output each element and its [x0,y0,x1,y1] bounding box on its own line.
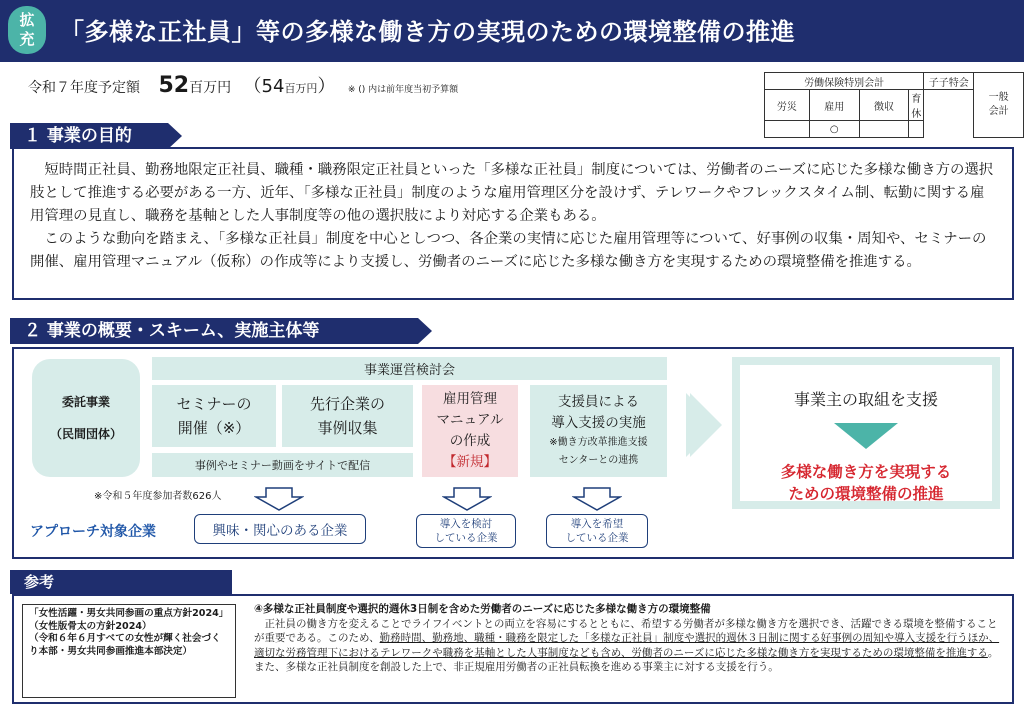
considering-line-1: 導入を検討 [439,518,493,530]
seminar-line-2: 開催（※） [177,419,251,437]
arrow-down-icon [254,487,304,511]
purpose-paragraph-2: このような動向を踏まえ、「多様な正社員」制度を中心としつつ、各企業の実情に応じた雇用管理等について、好事例の収集・周知や、セミナーの開催、雇用管理マニュアル（仮称）の作成等により支援し、労働者のニーズに応じた多様な働き方を実現するための環境整備を推進する。 [30,231,987,270]
support-line-2: 導入支援の実施 [551,415,646,431]
manual-box [422,385,518,477]
previous-unit: 百万円 [284,82,318,95]
contractor-sublabel: （民間団体） [49,427,122,441]
budget-line [28,72,458,98]
council-box: 事業運営検討会 [152,357,667,380]
case-line-1: 先行企業の [309,395,385,413]
account-table [764,72,1024,138]
reference-body [254,617,1006,675]
contractor-label: 委託事業 [61,395,110,409]
case-line-2: 事例収集 [317,419,378,437]
previous-amount: （54 [243,76,285,97]
section2-box [12,347,1014,559]
seminar-box [152,385,276,447]
reference-body-1: 正社員の働き方を変えることでライフイベントとの両立を容易にするとともに、希望する労働者が多様な働き方を選択でき、活躍できる環境を整備することが重要である。このため、 [254,617,998,644]
account-rousai: 労災 [765,90,810,121]
interested-companies-box: 興味・関心のある企業 [194,514,366,544]
budget-note: ※ () 内は前年度当初予算額 [347,85,459,95]
reference-box [12,594,1014,704]
section1-box [12,147,1014,300]
page-header [0,0,1024,62]
result-goal-line-1: 多様な働き方を実現する [780,463,952,481]
wishing-companies-box [546,514,648,548]
manual-line-1: 雇用管理 [443,391,497,407]
mark-ikukyu [909,121,924,138]
considering-companies-box [416,514,516,548]
account-koyou: 雇用 [809,90,859,121]
participants-note: ※令和５年度参加者数626人 [94,491,222,502]
policy-source-box [22,604,236,698]
seminar-line-1: セミナーの [176,395,252,413]
contractor-box [32,359,140,477]
arrow-down-icon [442,487,492,511]
new-badge: 【新規】 [443,454,497,470]
budget-unit: 百万円 [189,80,232,96]
expansion-tag [8,6,46,54]
manual-line-2: マニュアル [436,412,504,428]
chevron-right-icon [686,393,726,457]
support-line-1: 支援員による [558,394,639,410]
budget-label: 令和７年度予定額 [28,80,140,96]
general-account-header: 一般 会計 [974,73,1024,138]
approach-target-label: アプローチ対象企業 [30,524,156,540]
distribution-box: 事例やセミナー動画をサイトで配信 [152,453,413,477]
mark-rousai [765,121,810,138]
previous-close: ） [317,76,336,97]
purpose-paragraph-1: 短時間正社員、勤務地限定正社員、職種・職務限定正社員といった「多様な正社員」制度については、労働者のニーズに応じた多様な働き方の選択肢として推進する必要がある一方、近年、「多様な正社員」制度のような雇用管理区分を設けず、テレワークやフレックスタイム制、転勤に関する雇用管理の見直し、職務を基軸とした人事制度等の他の選択肢により対応する企業もある。 [30,162,994,224]
case-collection-box [282,385,413,447]
reference-heading: 参考 [10,570,232,594]
support-note-2: センターとの連携 [558,455,639,466]
wishing-line-2: している企業 [565,532,629,544]
section1-heading: １ 事業の目的 [10,123,168,149]
arrow-down-icon [572,487,622,511]
reference-body-underlined: 勤務時間、勤務地、職種・職務を限定した「多様な正社員」制度や選択的週休３日制に関する好事例の周知や導入支援を行うほか、適切な労務管理下におけるテレワークや職務を基軸とした人事制度なども含め、労働者のニーズに応じた多様な働き方を実現するための環境整備を推進する [254,632,1000,659]
expansion-tag-label: 拡充 [19,11,35,48]
child-account-header: 子子特会 [924,73,974,90]
reference-text [254,602,1006,675]
page-title: 「多様な正社員」等の多様な働き方の実現のための環境整備の推進 [60,18,795,46]
labor-insurance-header: 労働保険特別会計 [765,73,924,90]
result-goal-line-2: ための環境整備の推進 [788,485,944,503]
mark-choushu [859,121,909,138]
reference-point-heading: ④多様な正社員制度や選択的週休3日制を含めた労働者のニーズに応じた多様な働き方の環境整備 [254,603,711,615]
wishing-line-1: 導入を希望 [570,518,624,530]
support-box [530,385,667,477]
support-note-1: ※働き方改革推進支援 [549,437,648,448]
account-choushu: 徴収 [859,90,909,121]
result-support-text: 事業主の取組を支援 [793,390,938,409]
budget-amount: 52 [158,73,190,98]
policy-decision: （令和６年６月すべての女性が輝く社会づくり本部・男女共同参画推進本部決定） [29,633,221,657]
mark-koyou: ○ [809,121,859,138]
triangle-down-icon [834,423,898,449]
account-ikukyu: 育休 [909,90,924,121]
reference-body-3: 。また、多様な正社員制度を創設した上で、非正規雇用労働者の正社員転換を進める事業主に対する支援を行う。 [254,646,999,673]
result-goal-text [740,461,992,505]
section2-heading: ２ 事業の概要・スキーム、実施主体等 [10,318,418,344]
manual-line-3: の作成 [449,433,491,449]
policy-title: 「女性活躍・男女共同参画の重点方針2024」（女性版骨太の方針2024） [29,608,229,632]
considering-line-2: している企業 [434,532,498,544]
result-box [732,357,1000,509]
